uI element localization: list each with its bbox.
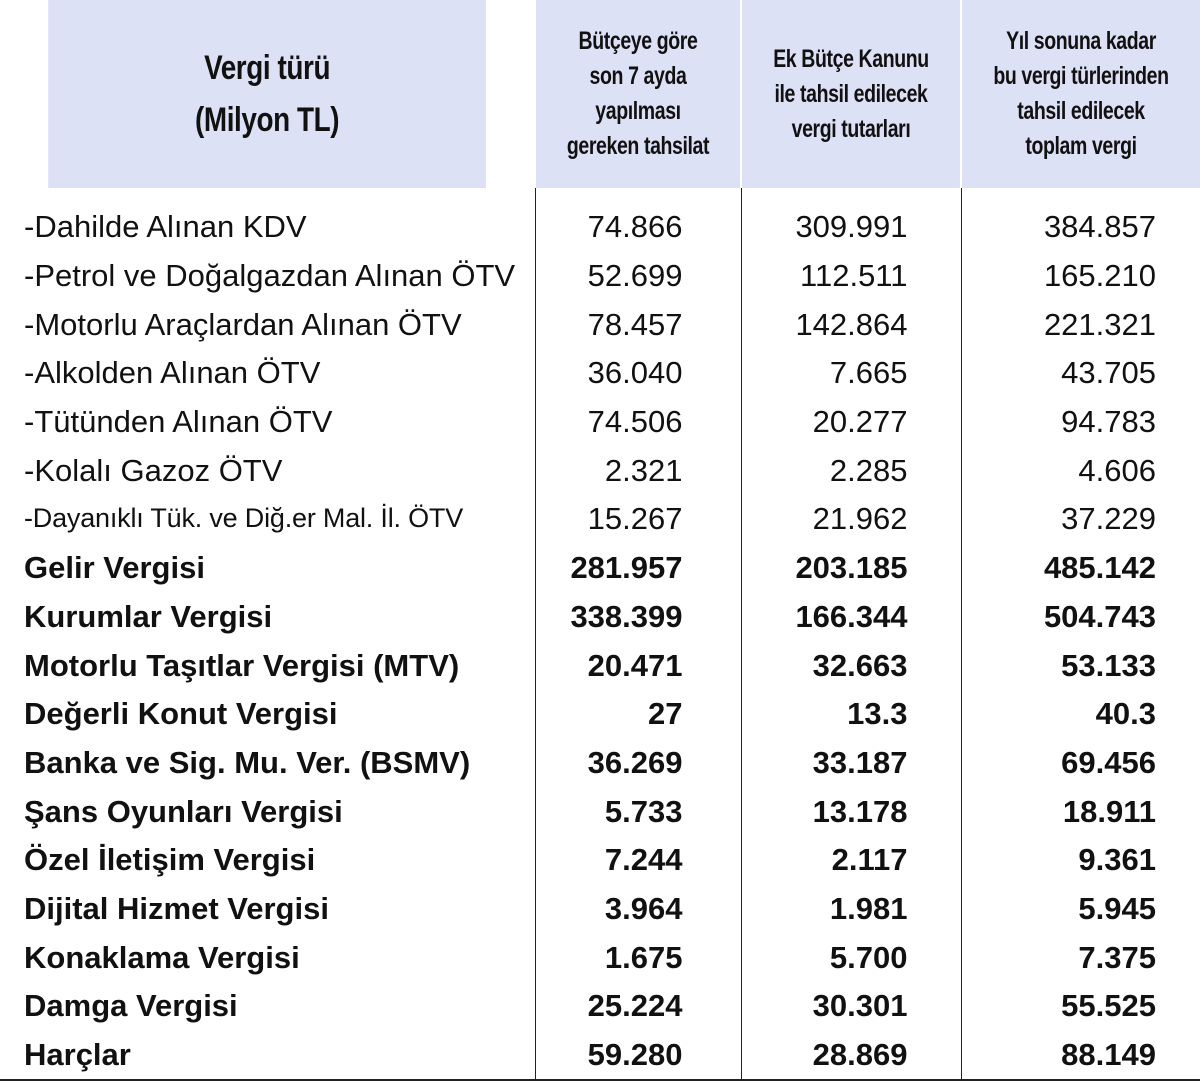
row-col3-value: 5.945 — [961, 884, 1200, 933]
row-name: -Dahilde Alınan KDV — [24, 209, 307, 245]
row-col1-value: 78.457 — [535, 300, 741, 349]
table-row — [0, 641, 1200, 690]
col1-header — [535, 0, 741, 188]
row-col3-value: 37.229 — [961, 495, 1200, 544]
row-col1-value: 2.321 — [535, 446, 741, 495]
col3-header — [961, 0, 1200, 188]
row-col1-value: 36.269 — [535, 738, 741, 787]
row-name: Şans Oyunları Vergisi — [24, 793, 343, 829]
row-col1-value: 74.506 — [535, 397, 741, 446]
row-col3-value: 4.606 — [961, 446, 1200, 495]
table-row — [0, 188, 1200, 251]
row-col1-value: 3.964 — [535, 884, 741, 933]
row-col1-value: 281.957 — [535, 543, 741, 592]
table-row — [0, 251, 1200, 300]
row-col3-value: 94.783 — [961, 397, 1200, 446]
header-row — [0, 0, 1200, 188]
table-row — [0, 787, 1200, 836]
tax-type-header — [48, 0, 487, 188]
table-row — [0, 495, 1200, 544]
row-col1-value: 5.733 — [535, 787, 741, 836]
row-col2-value: 13.178 — [741, 787, 961, 836]
row-col2-value: 2.285 — [741, 446, 961, 495]
row-col3-value: 9.361 — [961, 835, 1200, 884]
row-col1-value: 15.267 — [535, 495, 741, 544]
row-col1-value: 59.280 — [535, 1030, 741, 1080]
row-col2-value: 33.187 — [741, 738, 961, 787]
table-row — [0, 982, 1200, 1031]
row-col3-value: 485.142 — [961, 543, 1200, 592]
row-col3-value: 221.321 — [961, 300, 1200, 349]
row-col2-value: 309.991 — [741, 188, 961, 251]
row-col1-value: 1.675 — [535, 933, 741, 982]
table-row — [0, 933, 1200, 982]
row-col2-value: 1.981 — [741, 884, 961, 933]
row-col3-value: 53.133 — [961, 641, 1200, 690]
row-col3-value: 7.375 — [961, 933, 1200, 982]
row-col3-value: 165.210 — [961, 251, 1200, 300]
row-col2-value: 28.869 — [741, 1030, 961, 1080]
tax-type-title: Vergi türü — [204, 49, 331, 87]
table-row — [0, 592, 1200, 641]
row-col2-value: 2.117 — [741, 835, 961, 884]
row-col3-value: 384.857 — [961, 188, 1200, 251]
col2-header-text: Ek Bütçe Kanunu ile tahsil edilecek vergi tutarları — [773, 44, 929, 143]
table-row — [0, 446, 1200, 495]
row-col2-value: 142.864 — [741, 300, 961, 349]
row-col2-value: 112.511 — [741, 251, 961, 300]
row-col2-value: 21.962 — [741, 495, 961, 544]
row-name: Gelir Vergisi — [24, 550, 205, 586]
row-col3-value: 88.149 — [961, 1030, 1200, 1080]
row-col2-value: 32.663 — [741, 641, 961, 690]
table-row — [0, 835, 1200, 884]
table-row — [0, 349, 1200, 398]
table-row — [0, 689, 1200, 738]
table-row — [0, 397, 1200, 446]
row-col1-value: 27 — [535, 689, 741, 738]
table-row — [0, 738, 1200, 787]
col1-header-text: Bütçeye göre son 7 ayda yapılması gereken tahsilat — [566, 27, 710, 160]
row-name: Banka ve Sig. Mu. Ver. (BSMV) — [24, 744, 471, 780]
row-col1-value: 36.040 — [535, 349, 741, 398]
row-col3-value: 55.525 — [961, 982, 1200, 1031]
row-col1-value: 338.399 — [535, 592, 741, 641]
row-col2-value: 20.277 — [741, 397, 961, 446]
row-col1-value: 25.224 — [535, 982, 741, 1031]
row-col3-value: 18.911 — [961, 787, 1200, 836]
row-col2-value: 5.700 — [741, 933, 961, 982]
row-name: -Kolalı Gazoz ÖTV — [24, 452, 283, 488]
col2-header — [741, 0, 961, 188]
table-row — [0, 300, 1200, 349]
row-name: -Alkolden Alınan ÖTV — [24, 355, 321, 391]
row-name: Kurumlar Vergisi — [24, 598, 273, 634]
row-col1-value: 52.699 — [535, 251, 741, 300]
row-name: -Motorlu Araçlardan Alınan ÖTV — [24, 306, 462, 342]
table-row — [0, 1030, 1200, 1080]
row-col2-value: 13.3 — [741, 689, 961, 738]
table-row — [0, 884, 1200, 933]
col3-header-text: Yıl sonuna kadar bu vergi türlerinden tahsil edilecek toplam vergi — [993, 27, 1169, 160]
row-col2-value: 7.665 — [741, 349, 961, 398]
row-name: Damga Vergisi — [24, 988, 238, 1024]
row-name: Özel İletişim Vergisi — [24, 842, 316, 878]
tax-type-unit: (Milyon TL) — [195, 101, 340, 139]
row-col3-value: 43.705 — [961, 349, 1200, 398]
row-col1-value: 20.471 — [535, 641, 741, 690]
row-name: Harçlar — [0, 1030, 535, 1080]
row-name: Dijital Hizmet Vergisi — [24, 890, 329, 926]
row-col2-value: 166.344 — [741, 592, 961, 641]
row-name: Konaklama Vergisi — [24, 939, 300, 975]
row-name: -Petrol ve Doğalgazdan Alınan ÖTV — [24, 258, 516, 294]
row-col2-value: 203.185 — [741, 543, 961, 592]
row-col3-value: 69.456 — [961, 738, 1200, 787]
row-col1-value: 74.866 — [535, 188, 741, 251]
row-name: Değerli Konut Vergisi — [24, 696, 338, 732]
table-row — [0, 543, 1200, 592]
row-col1-value: 7.244 — [535, 835, 741, 884]
row-name: -Dayanıklı Tük. ve Diğ.er Mal. İl. ÖTV — [24, 503, 464, 534]
row-name: Motorlu Taşıtlar Vergisi (MTV) — [24, 647, 460, 683]
row-name: -Tütünden Alınan ÖTV — [24, 404, 333, 440]
row-col3-value: 504.743 — [961, 592, 1200, 641]
row-col3-value: 40.3 — [961, 689, 1200, 738]
row-col2-value: 30.301 — [741, 982, 961, 1031]
